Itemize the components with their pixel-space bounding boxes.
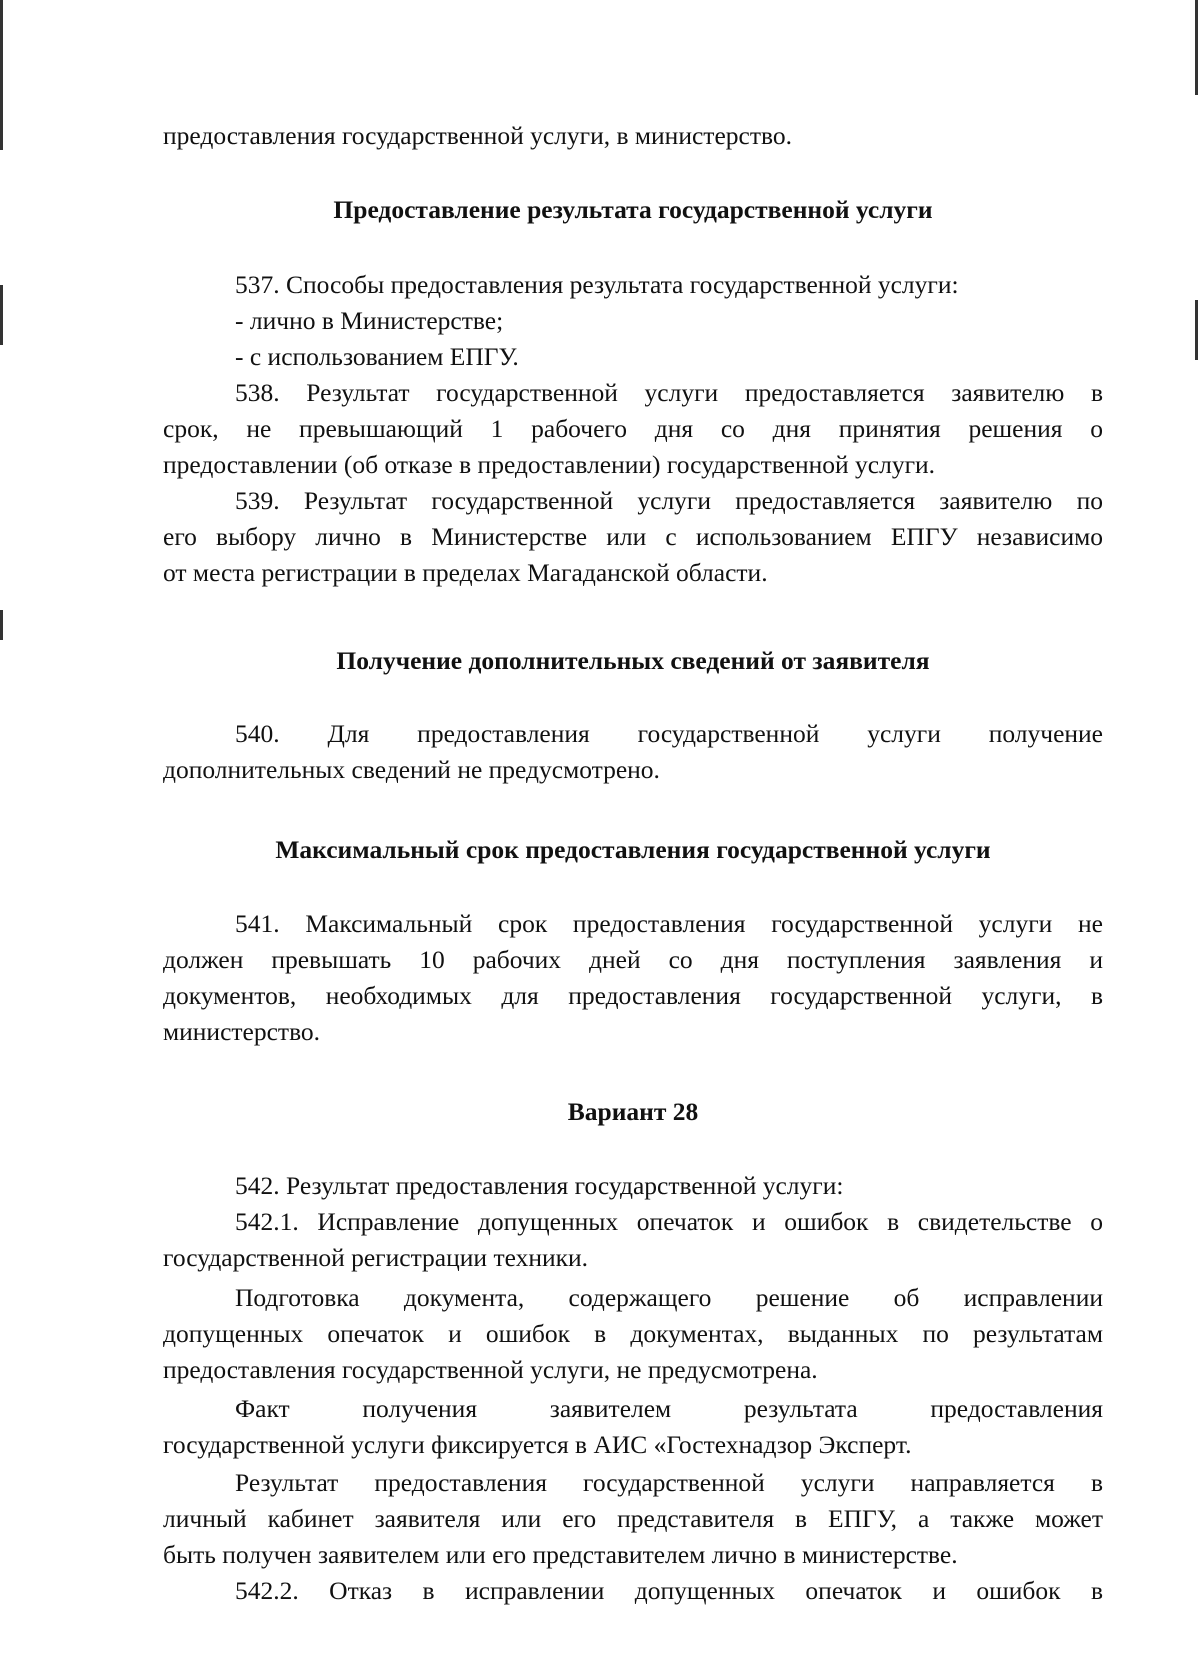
text-line: 539. Результат государственной услуги предоставляется заявителю по [235,486,1103,515]
text-line: государственной регистрации техники. [163,1243,589,1272]
text-line: предоставления государственной услуги, не предусмотрена. [163,1355,818,1384]
text-line: государственной услуги фиксируется в АИС «Гостехнадзор Эксперт. [163,1430,912,1459]
scan-edge-mark [1195,0,1198,95]
text-line: его выбору лично в Министерстве или с использованием ЕПГУ независимо [163,522,1103,551]
text-line: предоставлении (об отказе в предоставлении) государственной услуги. [163,450,936,479]
text-line: - лично в Министерстве; [235,306,504,335]
text-line: 542. Результат предоставления государственной услуги: [235,1171,844,1200]
text-line: дополнительных сведений не предусмотрено. [163,755,660,784]
text-line: предоставления государственной услуги, в министерство. [163,121,792,150]
text-line: 541. Максимальный срок предоставления государственной услуги не [235,909,1103,938]
text-line: быть получен заявителем или его представителем лично в министерстве. [163,1540,958,1569]
text-line: Результат предоставления государственной услуги направляется в [235,1468,1103,1497]
text-line: 542.2. Отказ в исправлении допущенных опечаток и ошибок в [235,1576,1103,1605]
text-line: допущенных опечаток и ошибок в документах, выданных по результатам [163,1319,1103,1348]
scan-edge-mark [0,285,3,345]
text-line: 538. Результат государственной услуги предоставляется заявителю в [235,378,1103,407]
scan-edge-mark [0,0,3,150]
text-line: министерство. [163,1017,321,1046]
text-line: 537. Способы предоставления результата государственной услуги: [235,270,959,299]
text-line: Факт получения заявителем результата предоставления [235,1394,1103,1423]
text-line: от места регистрации в пределах Магаданской области. [163,558,768,587]
text-line: Подготовка документа, содержащего решение об исправлении [235,1283,1103,1312]
scan-edge-mark [0,610,3,640]
text-line: - с использованием ЕПГУ. [235,342,519,371]
text-line: 540. Для предоставления государственной услуги получение [235,719,1103,748]
text-line: документов, необходимых для предоставления государственной услуги, в [163,981,1103,1010]
section-heading: Вариант 28 [567,1097,699,1126]
section-heading: Получение дополнительных сведений от заявителя [336,646,930,675]
text-line: срок, не превышающий 1 рабочего дня со дня принятия решения о [163,414,1103,443]
text-line: должен превышать 10 рабочих дней со дня поступления заявления и [163,945,1103,974]
text-line: личный кабинет заявителя или его представителя в ЕПГУ, а также может [163,1504,1103,1533]
text-line: 542.1. Исправление допущенных опечаток и ошибок в свидетельстве о [235,1207,1103,1236]
section-heading: Максимальный срок предоставления государственной услуги [275,835,991,864]
section-heading: Предоставление результата государственной услуги [333,195,933,224]
scan-edge-mark [1195,300,1198,360]
